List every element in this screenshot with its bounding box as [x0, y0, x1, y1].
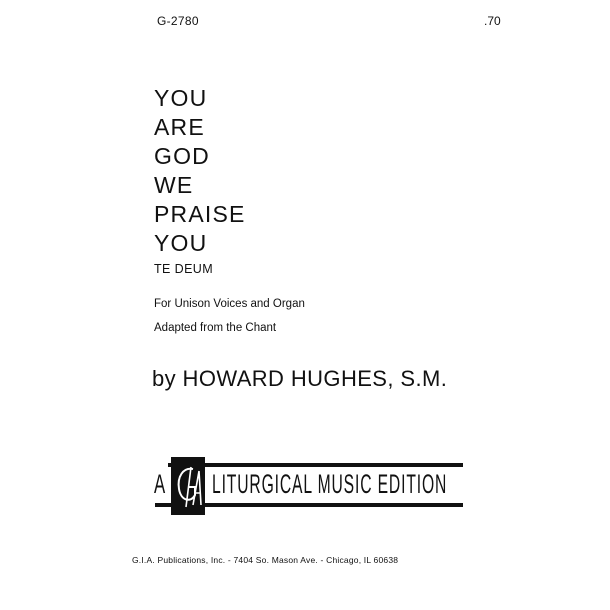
subtitle: TE DEUM	[154, 262, 214, 276]
description-line-2: Adapted from the Chant	[154, 322, 277, 334]
title-line: PRAISE	[154, 201, 246, 227]
price: .70	[484, 14, 501, 28]
title-line: YOU	[154, 230, 208, 256]
banner-text: LITURGICAL MUSIC EDITION	[212, 469, 448, 499]
gia-logo	[171, 457, 205, 515]
catalog-number: G-2780	[157, 14, 199, 28]
title-line: WE	[154, 172, 194, 198]
title-block	[154, 84, 246, 258]
composer: by HOWARD HUGHES, S.M.	[152, 366, 448, 391]
banner-prefix: A	[154, 469, 166, 499]
title-line: GOD	[154, 143, 210, 169]
title-line: YOU	[154, 85, 208, 111]
banner-rule-top	[168, 463, 463, 467]
description-line-1: For Unison Voices and Organ	[154, 298, 305, 310]
gia-logo-icon	[171, 457, 205, 515]
title-line: ARE	[154, 114, 205, 140]
publisher-address: G.I.A. Publications, Inc. - 7404 So. Mason Ave. - Chicago, IL 60638	[132, 555, 399, 565]
